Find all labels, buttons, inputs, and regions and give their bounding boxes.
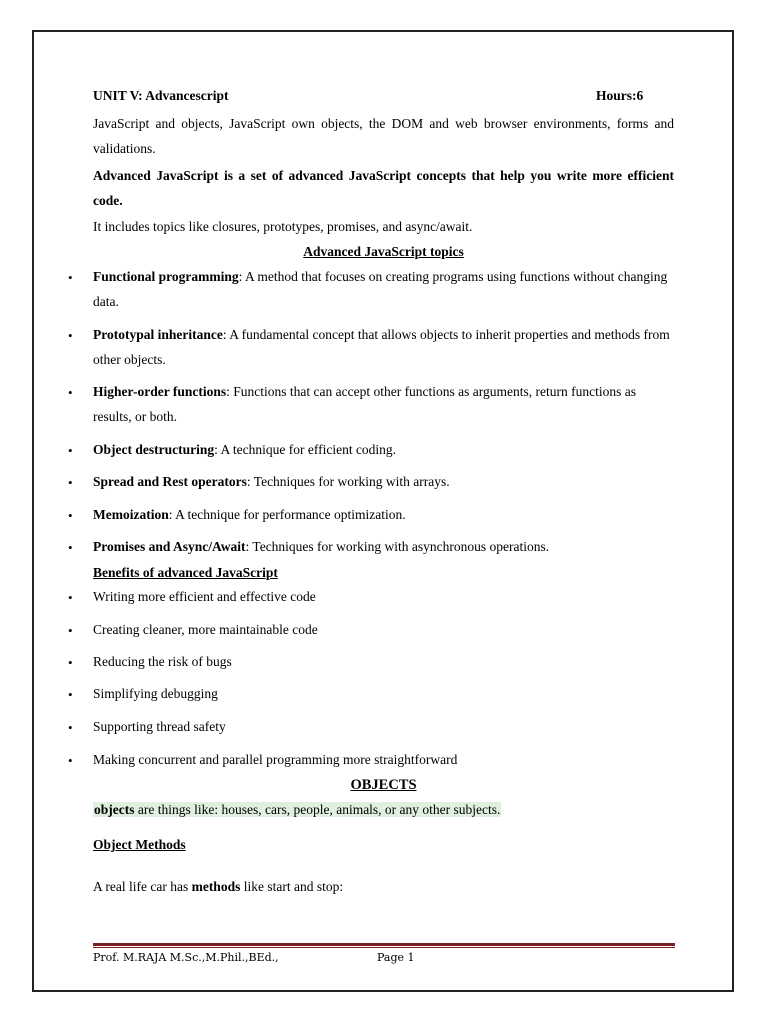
list-item: Making concurrent and parallel programming more straightforward <box>93 752 458 767</box>
unit-title: UNIT V: Advancescript <box>93 88 229 103</box>
list-item <box>93 322 674 372</box>
topic-term: Memoization <box>93 507 169 522</box>
list-item: Simplifying debugging <box>93 686 218 701</box>
topic-desc: : A technique for performance optimization. <box>168 507 406 522</box>
bullet: • <box>68 475 73 490</box>
footer-rule <box>93 943 675 946</box>
list-item <box>93 379 674 429</box>
bullet: • <box>68 270 73 285</box>
topics-heading: Advanced JavaScript topics <box>303 244 464 259</box>
topic-desc: : Techniques for working with asynchronous operations. <box>245 539 550 554</box>
objects-term: objects <box>94 802 135 817</box>
syllabus-text: JavaScript and objects, JavaScript own objects, the DOM and web browser environments, forms and validations. <box>93 116 674 156</box>
bullet: • <box>68 655 73 670</box>
objects-definition <box>93 802 501 818</box>
topic-desc: : A fundamental concept that allows objects to inherit properties and methods from other objects. <box>93 327 670 367</box>
car-text-after: like start and stop: <box>240 879 344 894</box>
topic-desc: : Functions that can accept other functions as arguments, return functions as results, or both. <box>93 384 637 424</box>
objects-heading: OBJECTS <box>350 777 417 793</box>
bullet: • <box>68 328 73 343</box>
car-methods-text <box>93 879 343 895</box>
topic-desc: : A technique for efficient coding. <box>214 442 397 457</box>
topic-term: Prototypal inheritance <box>93 327 223 342</box>
object-methods-heading: Object Methods <box>93 837 186 852</box>
topic-term: Promises and Async/Await <box>93 539 246 554</box>
bullet: • <box>68 590 73 605</box>
car-text-before: A real life car has <box>93 879 192 894</box>
bullet: • <box>68 540 73 555</box>
list-item: Creating cleaner, more maintainable code <box>93 622 318 637</box>
bullet: • <box>68 508 73 523</box>
bullet: • <box>68 623 73 638</box>
topic-term: Higher-order functions <box>93 384 227 399</box>
definition-text: Advanced JavaScript is a set of advanced JavaScript concepts that help you write more efficient code. <box>93 168 674 208</box>
footer-author: Prof. M.RAJA M.Sc.,M.Phil.,BEd., <box>93 951 279 964</box>
list-item <box>93 437 674 462</box>
car-methods-term: methods <box>191 879 241 894</box>
bullet: • <box>68 687 73 702</box>
includes-text: It includes topics like closures, prototypes, promises, and async/await. <box>93 219 473 234</box>
bullet: • <box>68 720 73 735</box>
topic-term: Spread and Rest operators <box>93 474 247 489</box>
list-item: Supporting thread safety <box>93 719 226 734</box>
topic-term: Object destructuring <box>93 442 215 457</box>
list-item <box>93 534 674 559</box>
bullet: • <box>68 443 73 458</box>
topic-desc: : Techniques for working with arrays. <box>246 474 450 489</box>
bullet: • <box>68 385 73 400</box>
list-item <box>93 469 674 494</box>
bullet: • <box>68 753 73 768</box>
list-item: Reducing the risk of bugs <box>93 654 232 669</box>
footer-page-number: Page 1 <box>377 951 415 964</box>
list-item: Writing more efficient and effective code <box>93 589 316 604</box>
benefits-heading: Benefits of advanced JavaScript <box>93 565 278 580</box>
hours-label: Hours:6 <box>596 88 644 103</box>
list-item <box>93 502 674 527</box>
list-item <box>93 264 674 314</box>
topic-desc: : A method that focuses on creating programs using functions without changing data. <box>93 269 668 309</box>
topic-term: Functional programming <box>93 269 239 284</box>
objects-def-rest: are things like: houses, cars, people, animals, or any other subjects. <box>134 802 501 817</box>
footer-rule-thin <box>93 947 675 948</box>
